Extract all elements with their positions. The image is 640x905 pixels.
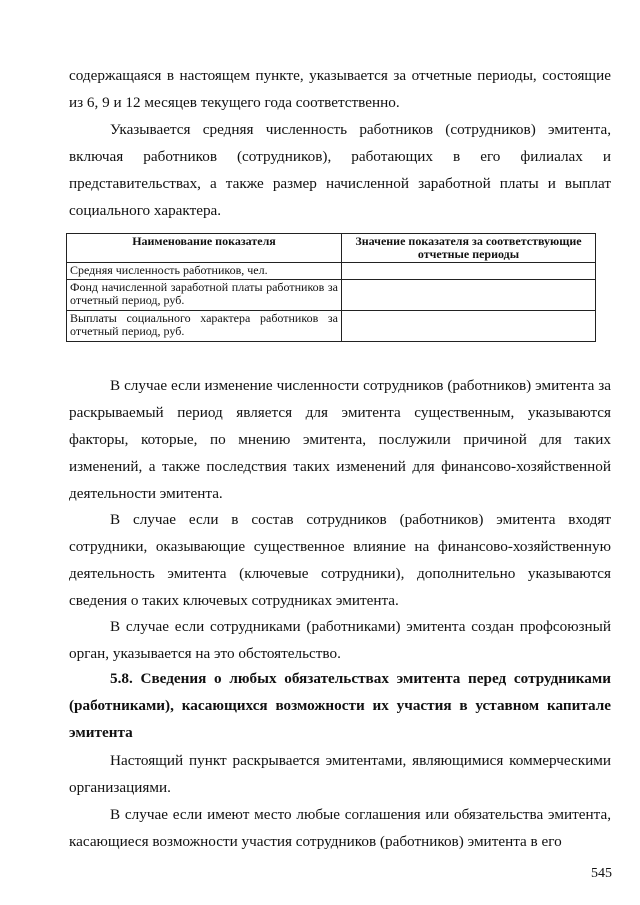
table-cell-value: [342, 311, 596, 342]
table-cell-indicator: Выплаты социального характера работников за отчетный период, руб.: [67, 311, 342, 342]
paragraph-headcount-info: Указывается средняя численность работников (сотрудников) эмитента, включая работников (сотрудников), работающих в его филиалах и представительствах, а также размер начисленной заработной платы и выплат социального характера.: [69, 121, 611, 219]
paragraph-trade-union: В случае если сотрудниками (работниками) эмитента создан профсоюзный орган, указывается на это обстоятельство.: [69, 618, 611, 662]
paragraph-key-employees: В случае если в состав сотрудников (работников) эмитента входят сотрудники, оказывающие существенное влияние на финансово-хозяйственную деятельность эмитента (ключевые сотрудники), дополнительно указываются сведения о таких ключевых сотрудниках эмитента.: [69, 511, 611, 609]
paragraph-headcount-change: В случае если изменение численности сотрудников (работников) эмитента за раскрываемый период является для эмитента существенным, указываются факторы, которые, по мнению эмитента, послужили причиной для таких изменений, а также последствия таких изменений для финансово-хозяйственной деятельности эмитента.: [69, 377, 611, 502]
table-cell-indicator: Фонд начисленной заработной платы работников за отчетный период, руб.: [67, 280, 342, 311]
table-row: [67, 263, 596, 280]
paragraph-reporting-periods: содержащаяся в настоящем пункте, указывается за отчетные периоды, состоящие из 6, 9 и 12 месяцев текущего года соответственно.: [69, 67, 611, 111]
indicators-table: [66, 233, 596, 342]
table-header-row: [67, 234, 596, 263]
paragraph-agreements: В случае если имеют место любые соглашения или обязательства эмитента, касающиеся возможности участия сотрудников (работников) эмитента в его: [69, 806, 611, 850]
section-heading-5-8: 5.8. Сведения о любых обязательствах эмитента перед сотрудниками (работниками), касающихся возможности их участия в уставном капитале эмитента: [69, 670, 611, 741]
table-cell-indicator: Средняя численность работников, чел.: [67, 263, 342, 280]
table-cell-value: [342, 263, 596, 280]
paragraph-commercial-orgs: Настоящий пункт раскрывается эмитентами, являющимися коммерческими организациями.: [69, 752, 611, 796]
table-row: [67, 311, 596, 342]
table-cell-value: [342, 280, 596, 311]
page-number: 545: [591, 866, 612, 881]
header-indicator-value: Значение показателя за соответствующие отчетные периоды: [342, 234, 596, 263]
table-row: [67, 280, 596, 311]
header-indicator-name: Наименование показателя: [67, 234, 342, 263]
